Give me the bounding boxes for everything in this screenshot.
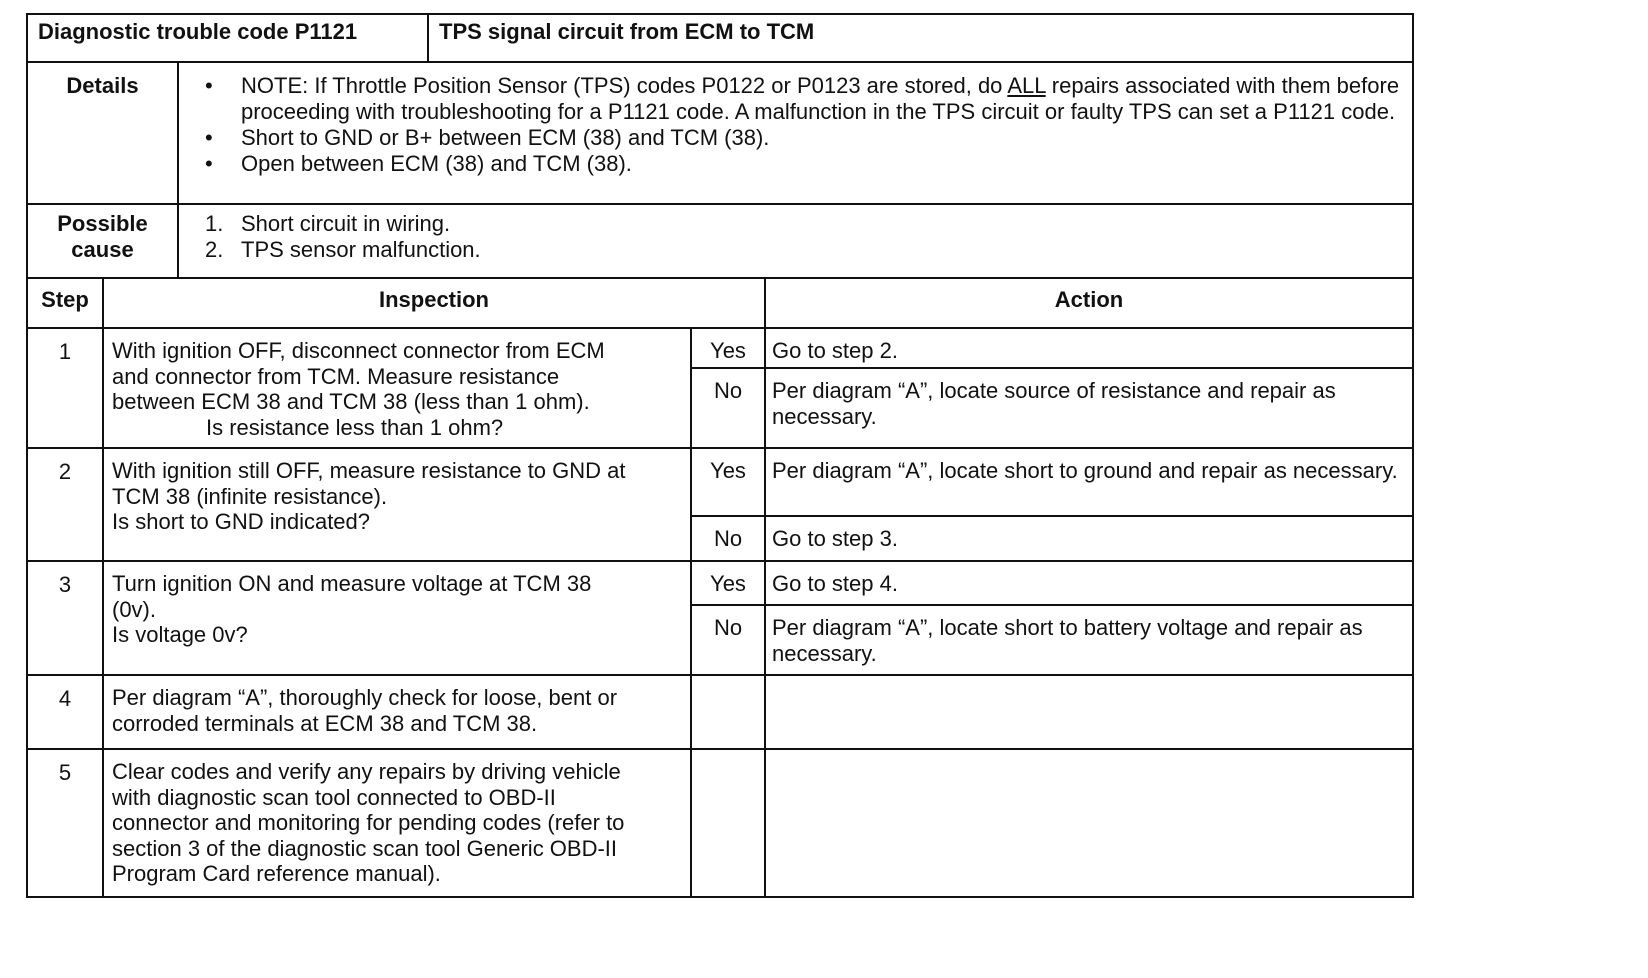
cause-number: 2. bbox=[205, 237, 224, 262]
inspection-line: and connector from TCM. Measure resistance bbox=[112, 363, 560, 389]
answer-column bbox=[692, 449, 766, 560]
inspection-line: TCM 38 (infinite resistance). bbox=[112, 483, 388, 509]
details-item-text: Short to GND or B+ between ECM (38) and TCM (38). bbox=[241, 125, 770, 150]
answer-column bbox=[692, 562, 766, 674]
step-number: 1 bbox=[28, 329, 104, 447]
inspection-line: Is short to GND indicated? bbox=[112, 509, 371, 534]
action-column bbox=[766, 329, 1412, 447]
action-column bbox=[766, 562, 1412, 674]
action-text: Go to step 2. bbox=[766, 329, 1412, 369]
inspection-line: with diagnostic scan tool connected to OBD-II bbox=[112, 784, 556, 810]
table-row bbox=[26, 447, 1414, 560]
step-number: 4 bbox=[28, 676, 104, 748]
dtc-description: TPS signal circuit from ECM to TCM bbox=[439, 19, 815, 44]
details-item bbox=[205, 73, 1412, 125]
step-number: 5 bbox=[28, 750, 104, 896]
answer-column bbox=[692, 329, 766, 447]
details-emphasis: ALL bbox=[1007, 73, 1046, 98]
cause-text: TPS sensor malfunction. bbox=[241, 237, 481, 262]
header-action: Action bbox=[1054, 287, 1124, 312]
possible-cause-label-line: Possible bbox=[57, 211, 148, 236]
answer-no: No bbox=[713, 615, 743, 640]
diagnostic-document bbox=[26, 13, 1414, 898]
action-column bbox=[766, 676, 1412, 748]
inspection-line: between ECM 38 and TCM 38 (less than 1 ohm). bbox=[112, 389, 590, 414]
action-text: Per diagram “A”, locate source of resistance and repair as necessary. bbox=[772, 378, 1336, 429]
answer-yes: Yes bbox=[692, 329, 764, 369]
inspection-line: Clear codes and verify any repairs by driving vehicle bbox=[112, 759, 621, 784]
inspection-text bbox=[104, 676, 692, 748]
action-text: Per diagram “A”, locate short to battery voltage and repair as necessary. bbox=[772, 615, 1363, 666]
details-item-text: Open between ECM (38) and TCM (38). bbox=[241, 151, 632, 176]
answer-column bbox=[692, 750, 766, 896]
inspection-line: With ignition still OFF, measure resistance to GND at bbox=[112, 458, 626, 483]
inspection-text bbox=[104, 562, 692, 674]
cause-number: 1. bbox=[205, 211, 224, 236]
step-number: 2 bbox=[28, 449, 104, 560]
details-item-text bbox=[241, 73, 1412, 125]
cause-item bbox=[205, 211, 1412, 237]
header-inspection: Inspection bbox=[104, 279, 766, 327]
action-text: Per diagram “A”, locate short to ground and repair as necessary. bbox=[766, 449, 1412, 517]
table-row bbox=[26, 748, 1414, 898]
answer-no: No bbox=[713, 378, 743, 403]
inspection-text bbox=[104, 449, 692, 560]
table-row bbox=[26, 327, 1414, 447]
inspection-line: Turn ignition ON and measure voltage at TCM 38 bbox=[112, 571, 592, 596]
table-row bbox=[26, 560, 1414, 674]
inspection-line: With ignition OFF, disconnect connector from ECM bbox=[112, 338, 605, 363]
details-text-part: repairs associated with them before proceeding with troubleshooting for a P1121 code. A malfunction in the TPS circuit or faulty TPS can set a P1121 code. bbox=[241, 73, 1400, 124]
title-block bbox=[26, 13, 1414, 61]
steps-table-header bbox=[26, 277, 1414, 327]
inspection-line: Program Card reference manual). bbox=[112, 861, 441, 886]
inspection-line: (0v). bbox=[112, 596, 156, 622]
action-text: Go to step 4. bbox=[766, 562, 1412, 606]
details-body bbox=[179, 63, 1412, 203]
step-number: 3 bbox=[28, 562, 104, 674]
table-row bbox=[26, 674, 1414, 748]
details-text-part: NOTE: If Throttle Position Sensor (TPS) codes P0122 or P0123 are stored, do bbox=[241, 73, 1008, 98]
possible-cause-block bbox=[26, 203, 1414, 277]
inspection-line: section 3 of the diagnostic scan tool Generic OBD-II bbox=[112, 835, 618, 861]
details-item bbox=[205, 151, 1412, 177]
inspection-question: Is resistance less than 1 ohm? bbox=[206, 414, 504, 440]
possible-cause-label bbox=[28, 205, 179, 277]
answer-column bbox=[692, 676, 766, 748]
header-step: Step bbox=[28, 279, 104, 327]
answer-yes: Yes bbox=[692, 449, 764, 517]
inspection-line: corroded terminals at ECM 38 and TCM 38. bbox=[112, 710, 538, 736]
answer-no: No bbox=[713, 526, 743, 551]
inspection-line: Per diagram “A”, thoroughly check for loose, bent or bbox=[112, 685, 618, 710]
answer-yes: Yes bbox=[692, 562, 764, 606]
details-block bbox=[26, 61, 1414, 203]
possible-cause-body bbox=[179, 205, 1412, 277]
action-column bbox=[766, 750, 1412, 896]
possible-cause-label-line: cause bbox=[71, 237, 134, 262]
bullet-icon: • bbox=[205, 125, 213, 150]
inspection-text bbox=[104, 329, 692, 447]
inspection-line: connector and monitoring for pending codes (refer to bbox=[112, 810, 625, 835]
details-item bbox=[205, 125, 1412, 151]
action-column bbox=[766, 449, 1412, 560]
details-label: Details bbox=[28, 63, 179, 203]
cause-text: Short circuit in wiring. bbox=[241, 211, 451, 236]
bullet-icon: • bbox=[205, 151, 213, 176]
bullet-icon: • bbox=[205, 73, 213, 98]
inspection-text bbox=[104, 750, 692, 896]
cause-item bbox=[205, 237, 1412, 263]
dtc-code-label: Diagnostic trouble code P1121 bbox=[28, 15, 429, 61]
action-text: Go to step 3. bbox=[772, 526, 898, 551]
inspection-line: Is voltage 0v? bbox=[112, 622, 248, 647]
